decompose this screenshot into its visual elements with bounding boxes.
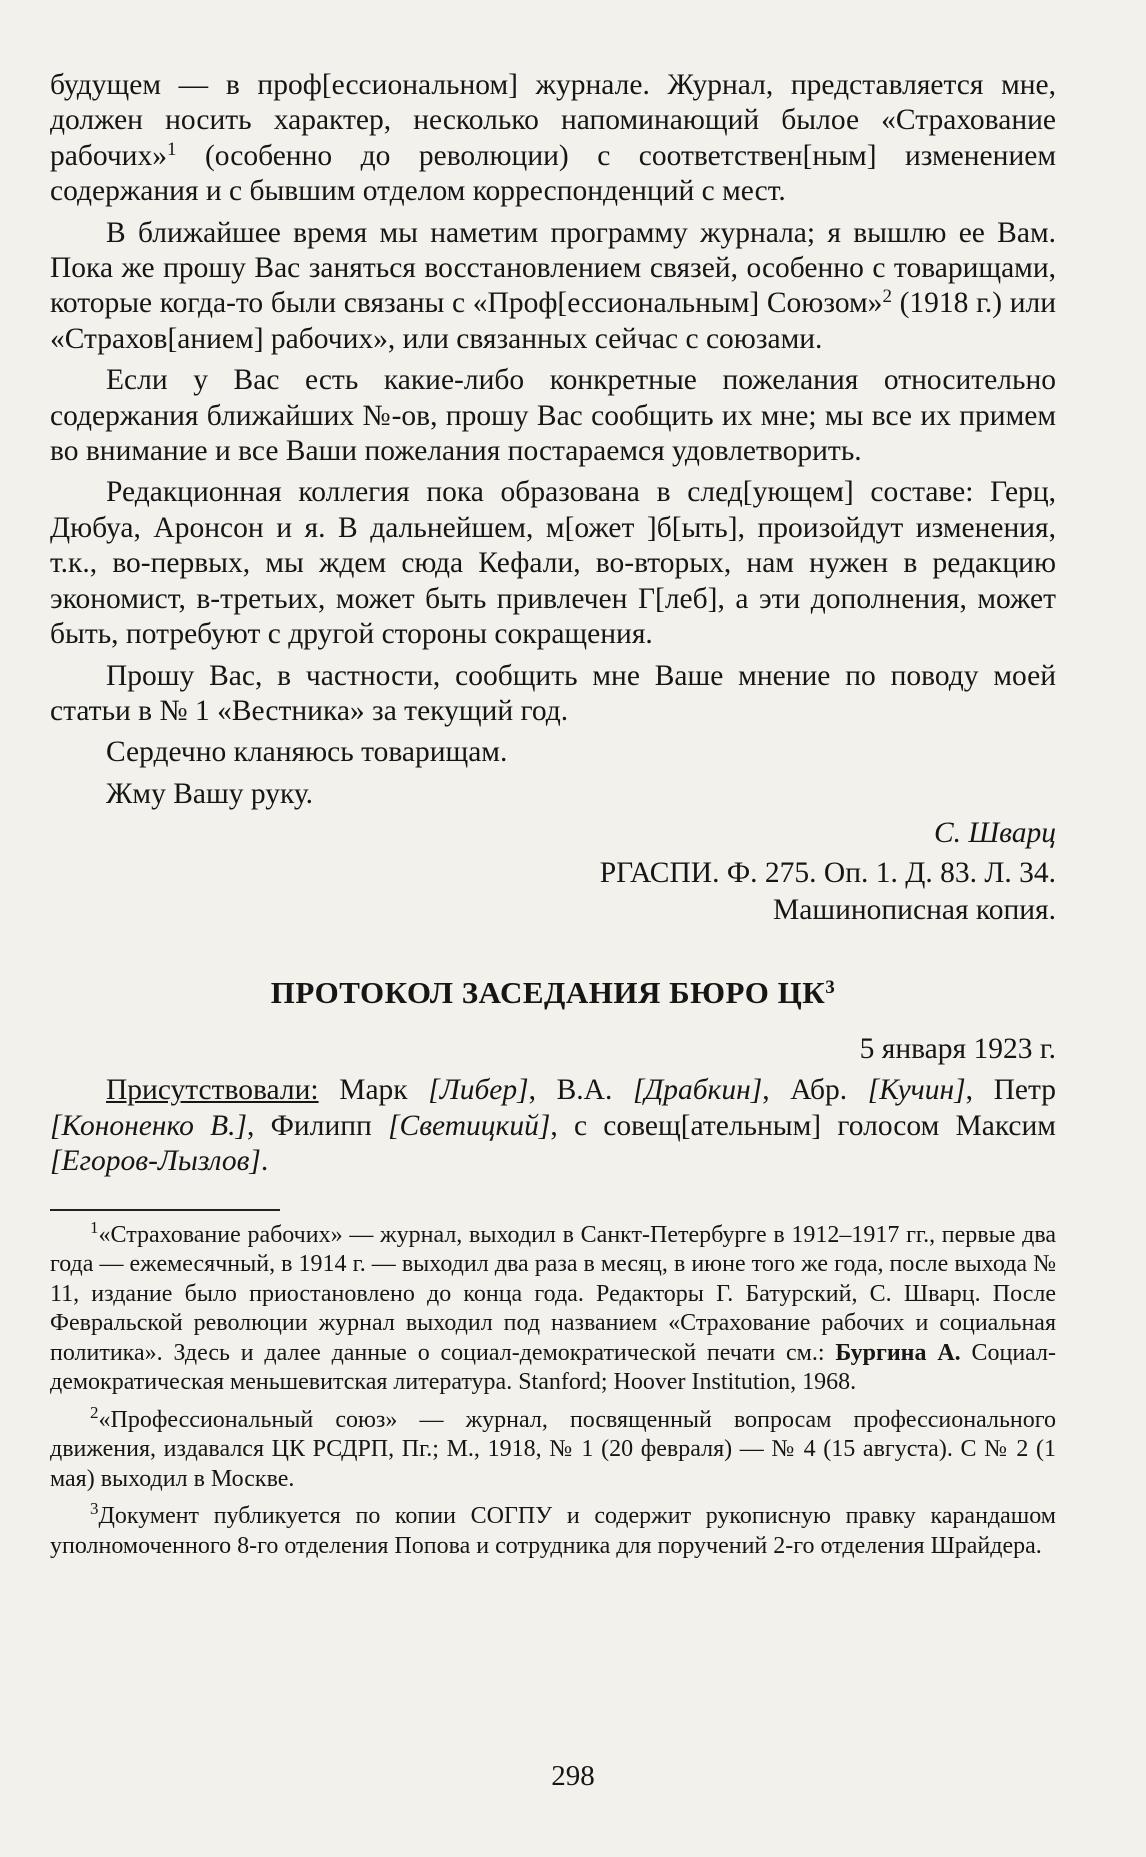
footnote-1: $^1$«Страхование рабочих» — журнал, выходил в Санкт-Петербурге в 1912–1917 гг., первые два года — ежемесячный, в 1914 г. — выходил два раза в месяц, в июне того же года, после выхода № 11, издание было приостановлено до конца года. Редакторы Г. Батурский, С. Шварц. После Февральской революции журнал выходил под названием «Страхование рабочих и социальная политика». Здесь и далее данные о социал-демократической печати см.: Бургина А. Социал-демократическая меньшевитская литература. Stanford; Hoover Institution, 1968. bbox=[50, 1217, 1056, 1396]
footnote-2: $^2$«Профессиональный союз» — журнал, посвященный вопросам профессионального движения, издавался ЦК РСДРП, Пг.; М., 1918, № 1 (20 февраля) — № 4 (15 августа). С № 2 (1 мая) выходил в Москве. bbox=[50, 1402, 1056, 1492]
document-title: ПРОТОКОЛ ЗАСЕДАНИЯ БЮРО $ЦК^3$ bbox=[270, 975, 836, 1011]
letter-paragraph: В ближайшее время мы наметим программу журнала; я вышлю ее Вам. Пока же прошу Вас заняться восстановлением связей, особенно с товарищами, которые когда-то были связаны с «Проф[ессиональным] Союзом»$^2$ (1918 г.) или «Страхов[анием] рабочих», или связанных сейчас с союзами. bbox=[50, 216, 1056, 355]
archive-reference: РГАСПИ. Ф. 275. Оп. 1. Д. 83. Л. 34. bbox=[599, 857, 1056, 890]
footnote-3: $^3$Документ публикуется по копии СОГПУ и содержит рукописную правку карандашом уполномоченного 8-го отделения Попова и сотрудника для поручений 2-го отделения Шрайдера. bbox=[50, 1499, 1056, 1559]
footnote-ref[interactable]: 2 bbox=[882, 286, 892, 308]
footnote-divider bbox=[50, 1209, 280, 1211]
attendees-label: Присутствовали: bbox=[106, 1074, 319, 1107]
letter-paragraph: Редакционная коллегия пока образована в след[ующем] составе: Герц, Дюбуа, Аронсон и я. В дальнейшем, м[ожет ]б[ыть], произойдут изменения, т.к., во-первых, мы ждем сюда Кефали, во-вторых, нам нужен в редакцию экономист, в-третьих, может быть привлечен Г[леб], а эти дополнения, может быть, потребуют с другой стороны сокращения. bbox=[50, 476, 1056, 651]
letter-paragraph: будущем — в проф[ессиональном] журнале. Журнал, представляется мне, должен носить характер, несколько напоминающий былое «Страхование рабочих»$^1$ (особенно до революции) с соответствен[ным] изменением содержания и с бывшим отделом корреспонденций с мест. bbox=[50, 69, 1056, 208]
page-body bbox=[50, 68, 1056, 1561]
signature: С. Шварц bbox=[933, 817, 1056, 850]
document-date: 5 января 1923 г. bbox=[859, 1033, 1056, 1066]
page-number: 298 bbox=[551, 1760, 595, 1792]
letter-paragraph: Прошу Вас, в частности, сообщить мне Ваше мнение по поводу моей статьи в № 1 «Вестника» за текущий год. bbox=[50, 659, 1056, 727]
attendees: Присутствовали: Марк [Либер], В.А. [Драбкин], Абр. [Кучин], Петр [Кононенко В.], Филипп [Светицкий], с совещ[ательным] голосом Максим [Егоров-Лызлов]. bbox=[50, 1074, 1056, 1177]
footnote-ref[interactable]: 1 bbox=[166, 138, 177, 160]
letter-closing: Жму Вашу руку. bbox=[106, 777, 314, 810]
footnote-ref[interactable]: 3 bbox=[825, 977, 836, 999]
letter-closing: Сердечно кланяюсь товарищам. bbox=[106, 736, 508, 769]
letter-paragraph: Если у Вас есть какие-либо конкретные пожелания относительно содержания ближайших №-ов, прошу Вас сообщить их мне; мы все их примем во внимание и все Ваши пожелания постараемся удовлетворить. bbox=[50, 364, 1056, 468]
copy-type: Машинописная копия. bbox=[773, 894, 1056, 927]
